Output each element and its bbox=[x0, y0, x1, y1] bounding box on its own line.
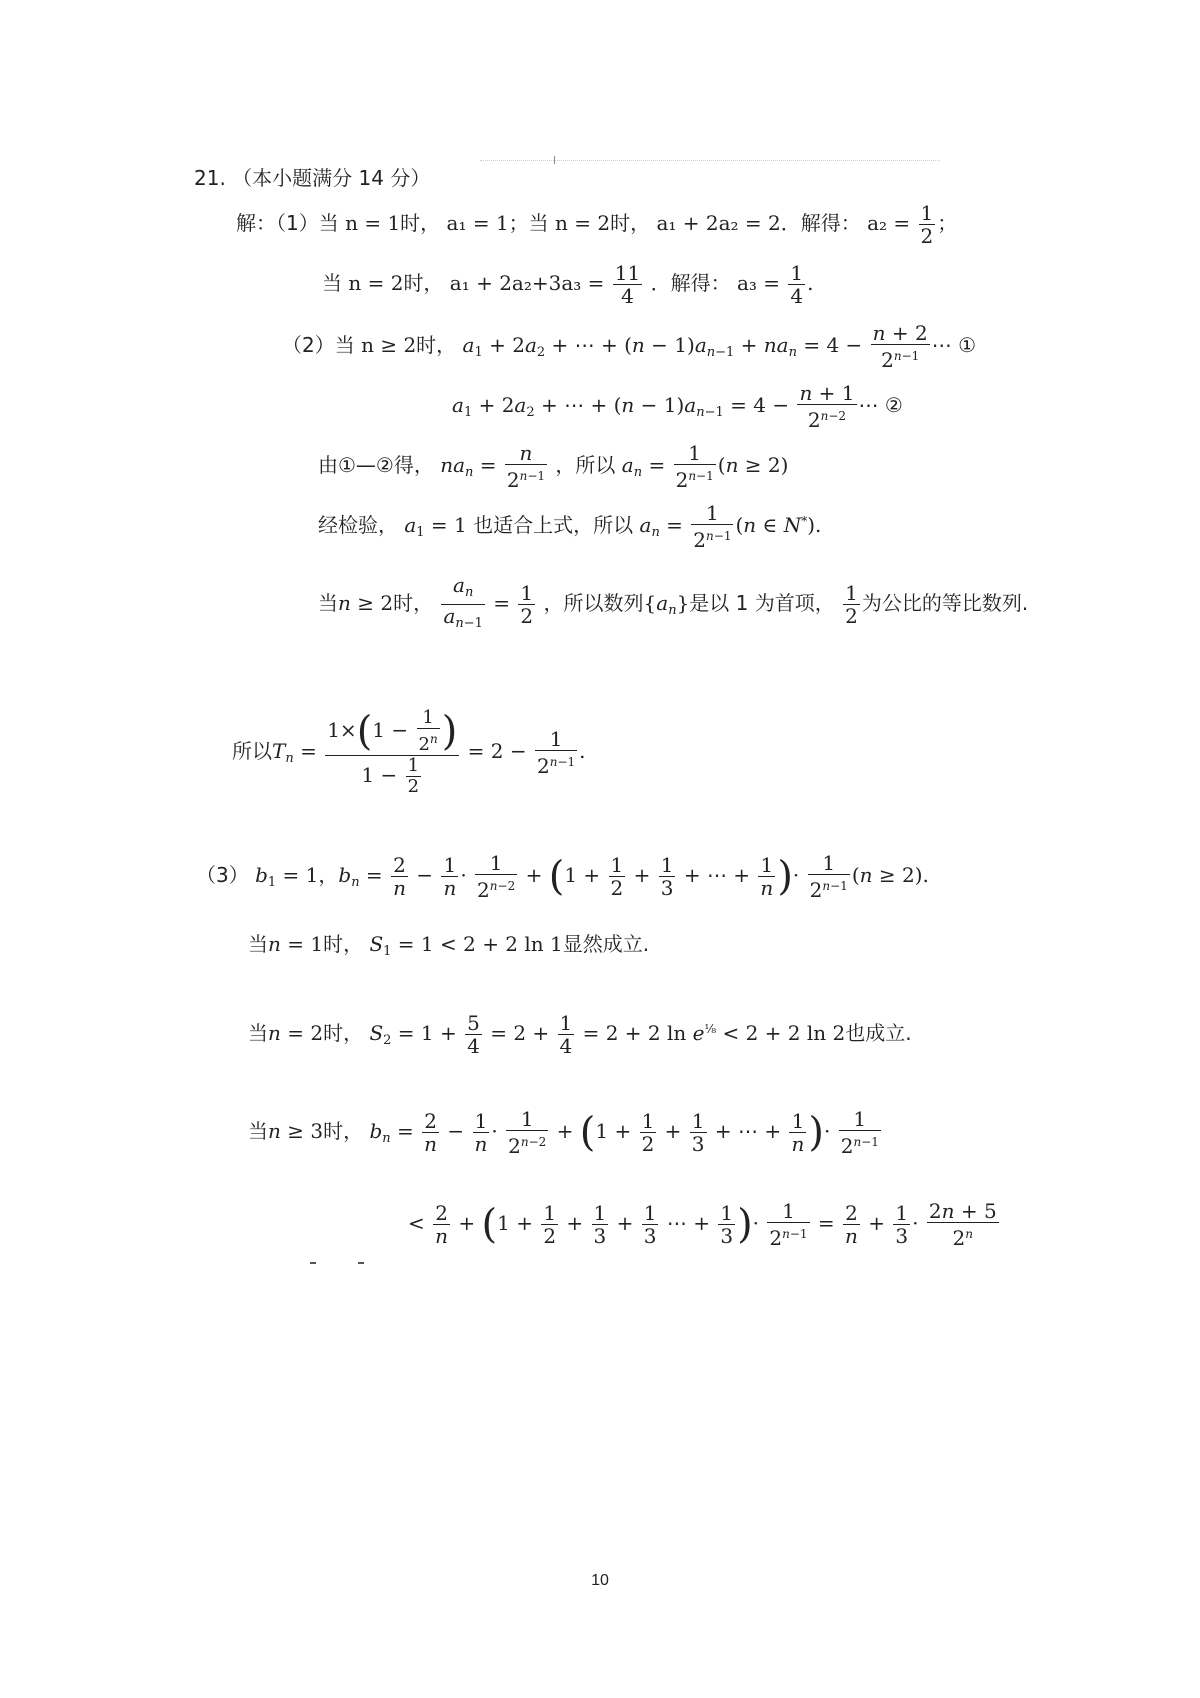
part1-r1-cond: n = 2时， bbox=[348, 271, 444, 295]
part2-check-intro: 经检验， bbox=[318, 513, 398, 537]
part3-n1-intro: 当 bbox=[248, 932, 268, 956]
part2-sum-intro: 所以 bbox=[232, 739, 272, 763]
problem-header: 21. （本小题满分 14 分） bbox=[194, 166, 431, 190]
stray-mark bbox=[358, 1262, 364, 1264]
part3-intro: （3） bbox=[196, 863, 249, 887]
part1-line2: 当 n = 2时， a₁ + 2a₂+3a₃ = $\frac{11}{4}$ ．解得： a₃ = $\frac{1}{4}$ . bbox=[322, 261, 814, 308]
page-number: 10 bbox=[591, 1572, 609, 1589]
part2-geo-mid: ，所以数列 bbox=[543, 591, 644, 615]
fraction-quarter: $\frac{1}{4}$ bbox=[790, 261, 804, 308]
header-tick bbox=[554, 156, 555, 164]
fraction-half-2: $\frac{1}{2}$ bbox=[520, 581, 534, 628]
fraction-an: $\frac{1}{2^{n-1}}$ bbox=[675, 441, 714, 492]
part1-eq2: a₁ + 2a₂ = 2．解得： bbox=[656, 211, 861, 235]
fraction-an-general: $\frac{1}{2^{n-1}}$ bbox=[693, 501, 732, 552]
fraction-eq2: $\frac{n + 1}{2^{n-2}}$ bbox=[799, 381, 855, 432]
header-rule bbox=[480, 160, 940, 161]
fraction-half: $\frac{1}{2}$ bbox=[920, 201, 934, 248]
fraction-tn: 1×(1 − $\frac{1}{2^n}$ ) 1 − $\frac{1}{2}$ bbox=[327, 707, 458, 797]
part2-sub-intro: 由①—②得， bbox=[318, 453, 434, 477]
fraction-tn-result: $\frac{1}{2^{n-1}}$ bbox=[536, 727, 576, 778]
part1-intro: 解：（1）当 bbox=[236, 211, 339, 235]
part3-n2-intro: 当 bbox=[248, 1021, 268, 1045]
part1-cond-n1: n = 1时， bbox=[345, 211, 441, 235]
part1-cond-n2: n = 2时， bbox=[555, 211, 651, 235]
part2-check: 经检验， $a_1 = 1$ 也适合上式，所以 $a_n$ = $\frac{1}{2^{n-1}}$ (n ∈ N*). bbox=[318, 501, 822, 552]
fraction-ratio: $\frac{a_n}{a_{n-1}}$ bbox=[443, 573, 483, 631]
part3-inequality: < $\frac{2}{n}$ + (1 + $\frac{1}{2}$ + $\frac{1}{3}$ + $\frac{1}{3}$ ⋯ + $\frac{1}{3}$ )· $\frac{1}{2^{n-1}}$ = $\frac{2}{n}$ + $\frac{1}{3}$ · $\frac{2n + 5}{2^n}$ bbox=[408, 1199, 997, 1250]
part3-case-n2: 当n = 2时， $S_2 = 1$ + $\frac{5}{4}$ = 2 + $\frac{1}{4}$ = 2 + 2 $\ln e^{\frac{1}{8}} < 2 + 2$ ln 2也成立. bbox=[248, 1011, 912, 1058]
fraction-11-4: $\frac{11}{4}$ bbox=[614, 261, 641, 308]
part2-cond: n ≥ 2时， bbox=[361, 333, 457, 357]
part1-r1-intro: 当 bbox=[322, 271, 342, 295]
part2-subtraction: 由①—②得， $na_n$ = $\frac{n}{2^{n-1}}$ ，所以 $a_n$ = $\frac{1}{2^{n-1}}$ (n ≥ 2) bbox=[318, 441, 789, 492]
fraction-half-3: $\frac{1}{2}$ bbox=[845, 581, 858, 628]
part3-bn: （3） $b_1 = 1$，$b_n$ = $\frac{2}{n}$ − $\frac{1}{n}$ · $\frac{1}{2^{n-2}}$ + (1 + $\frac{1}{2}$ + $\frac{1}{3}$ + ⋯ + $\frac{1}{n}$ )· $\frac{1}{2^{n-1}}$ (n ≥ 2). bbox=[196, 851, 929, 902]
part2-geo-end: 是以 1 为首项， bbox=[689, 591, 835, 615]
circle-two-mark: ② bbox=[884, 393, 903, 417]
stray-mark bbox=[310, 1262, 316, 1264]
part3-n2-tail: 也成立. bbox=[845, 1021, 912, 1045]
part1-r1-solve: ．解得： bbox=[650, 271, 731, 295]
part3-case-n3: 当n ≥ 3时， $b_n$ = $\frac{2}{n}$ − $\frac{1}{n}$ · $\frac{1}{2^{n-2}}$ + (1 + $\frac{1}{2}$ + $\frac{1}{3}$ + ⋯ + $\frac{1}{n}$ )· $\frac{1}{2^{n-1}}$ bbox=[248, 1107, 879, 1158]
part2-geo-tail: 为公比的等比数列. bbox=[861, 591, 1029, 615]
part2-intro: （2）当 bbox=[282, 333, 355, 357]
fraction-n-over: $\frac{n}{2^{n-1}}$ bbox=[506, 441, 546, 492]
circle-one-mark: ① bbox=[958, 333, 977, 357]
part2-eq2: $a_1 + 2a_2$ + ⋯ + $(n - 1)a_{n-1} = 4$ − $\frac{n + 1}{2^{n-2}}$ ⋯ ② bbox=[452, 381, 903, 432]
part2-geometric: 当n ≥ 2时， $\frac{a_n}{a_{n-1}}$ = $\frac{1}{2}$ ，所以数列$\{a_n\}$是以 1 为首项， $\frac{1}{2}$ 为公比的等比数列. bbox=[318, 574, 1028, 635]
part2-geo-intro: 当 bbox=[318, 591, 338, 615]
part3-case-n1: 当n = 1时， $S_1 = 1 < 2 + 2$ ln 1显然成立. bbox=[248, 932, 650, 959]
part2-sub-mid: ，所以 bbox=[555, 453, 616, 477]
part1-a2-lhs: a₂ = bbox=[867, 211, 911, 235]
part2-sum: 所以$T_n$ = 1×(1 − $\frac{1}{2^n}$ ) 1 − $\frac{1}{2}$ = 2 − $\frac{1}{2^{n-1}}$ . bbox=[232, 707, 586, 797]
part1-line1: 解：（1）当 n = 1时， a₁ = 1；当 n = 2时， a₁ + 2a₂ = 2．解得： a₂ = $\frac{1}{2}$ ； bbox=[236, 201, 958, 248]
part3-n1-tail: 显然成立. bbox=[562, 932, 650, 956]
fraction-eq1: $\frac{n + 2}{2^{n-1}}$ bbox=[872, 321, 928, 372]
part3-n3-intro: 当 bbox=[248, 1119, 268, 1143]
part1-a3-lhs: a₃ = bbox=[736, 271, 781, 295]
part2-check-mid: 也适合上式，所以 bbox=[473, 513, 634, 537]
part2-eq1: （2）当 n ≥ 2时， $a_1 + 2a_2$ + ⋯ + $(n - 1)a_{n-1} + na_n = 4$ − $\frac{n + 2}{2^{n-1}}$ ⋯ ① bbox=[282, 321, 977, 372]
part1-r1-eq: a₁ + 2a₂+3a₃ = bbox=[449, 271, 605, 295]
part1-a1: a₁ = 1；当 bbox=[446, 211, 549, 235]
